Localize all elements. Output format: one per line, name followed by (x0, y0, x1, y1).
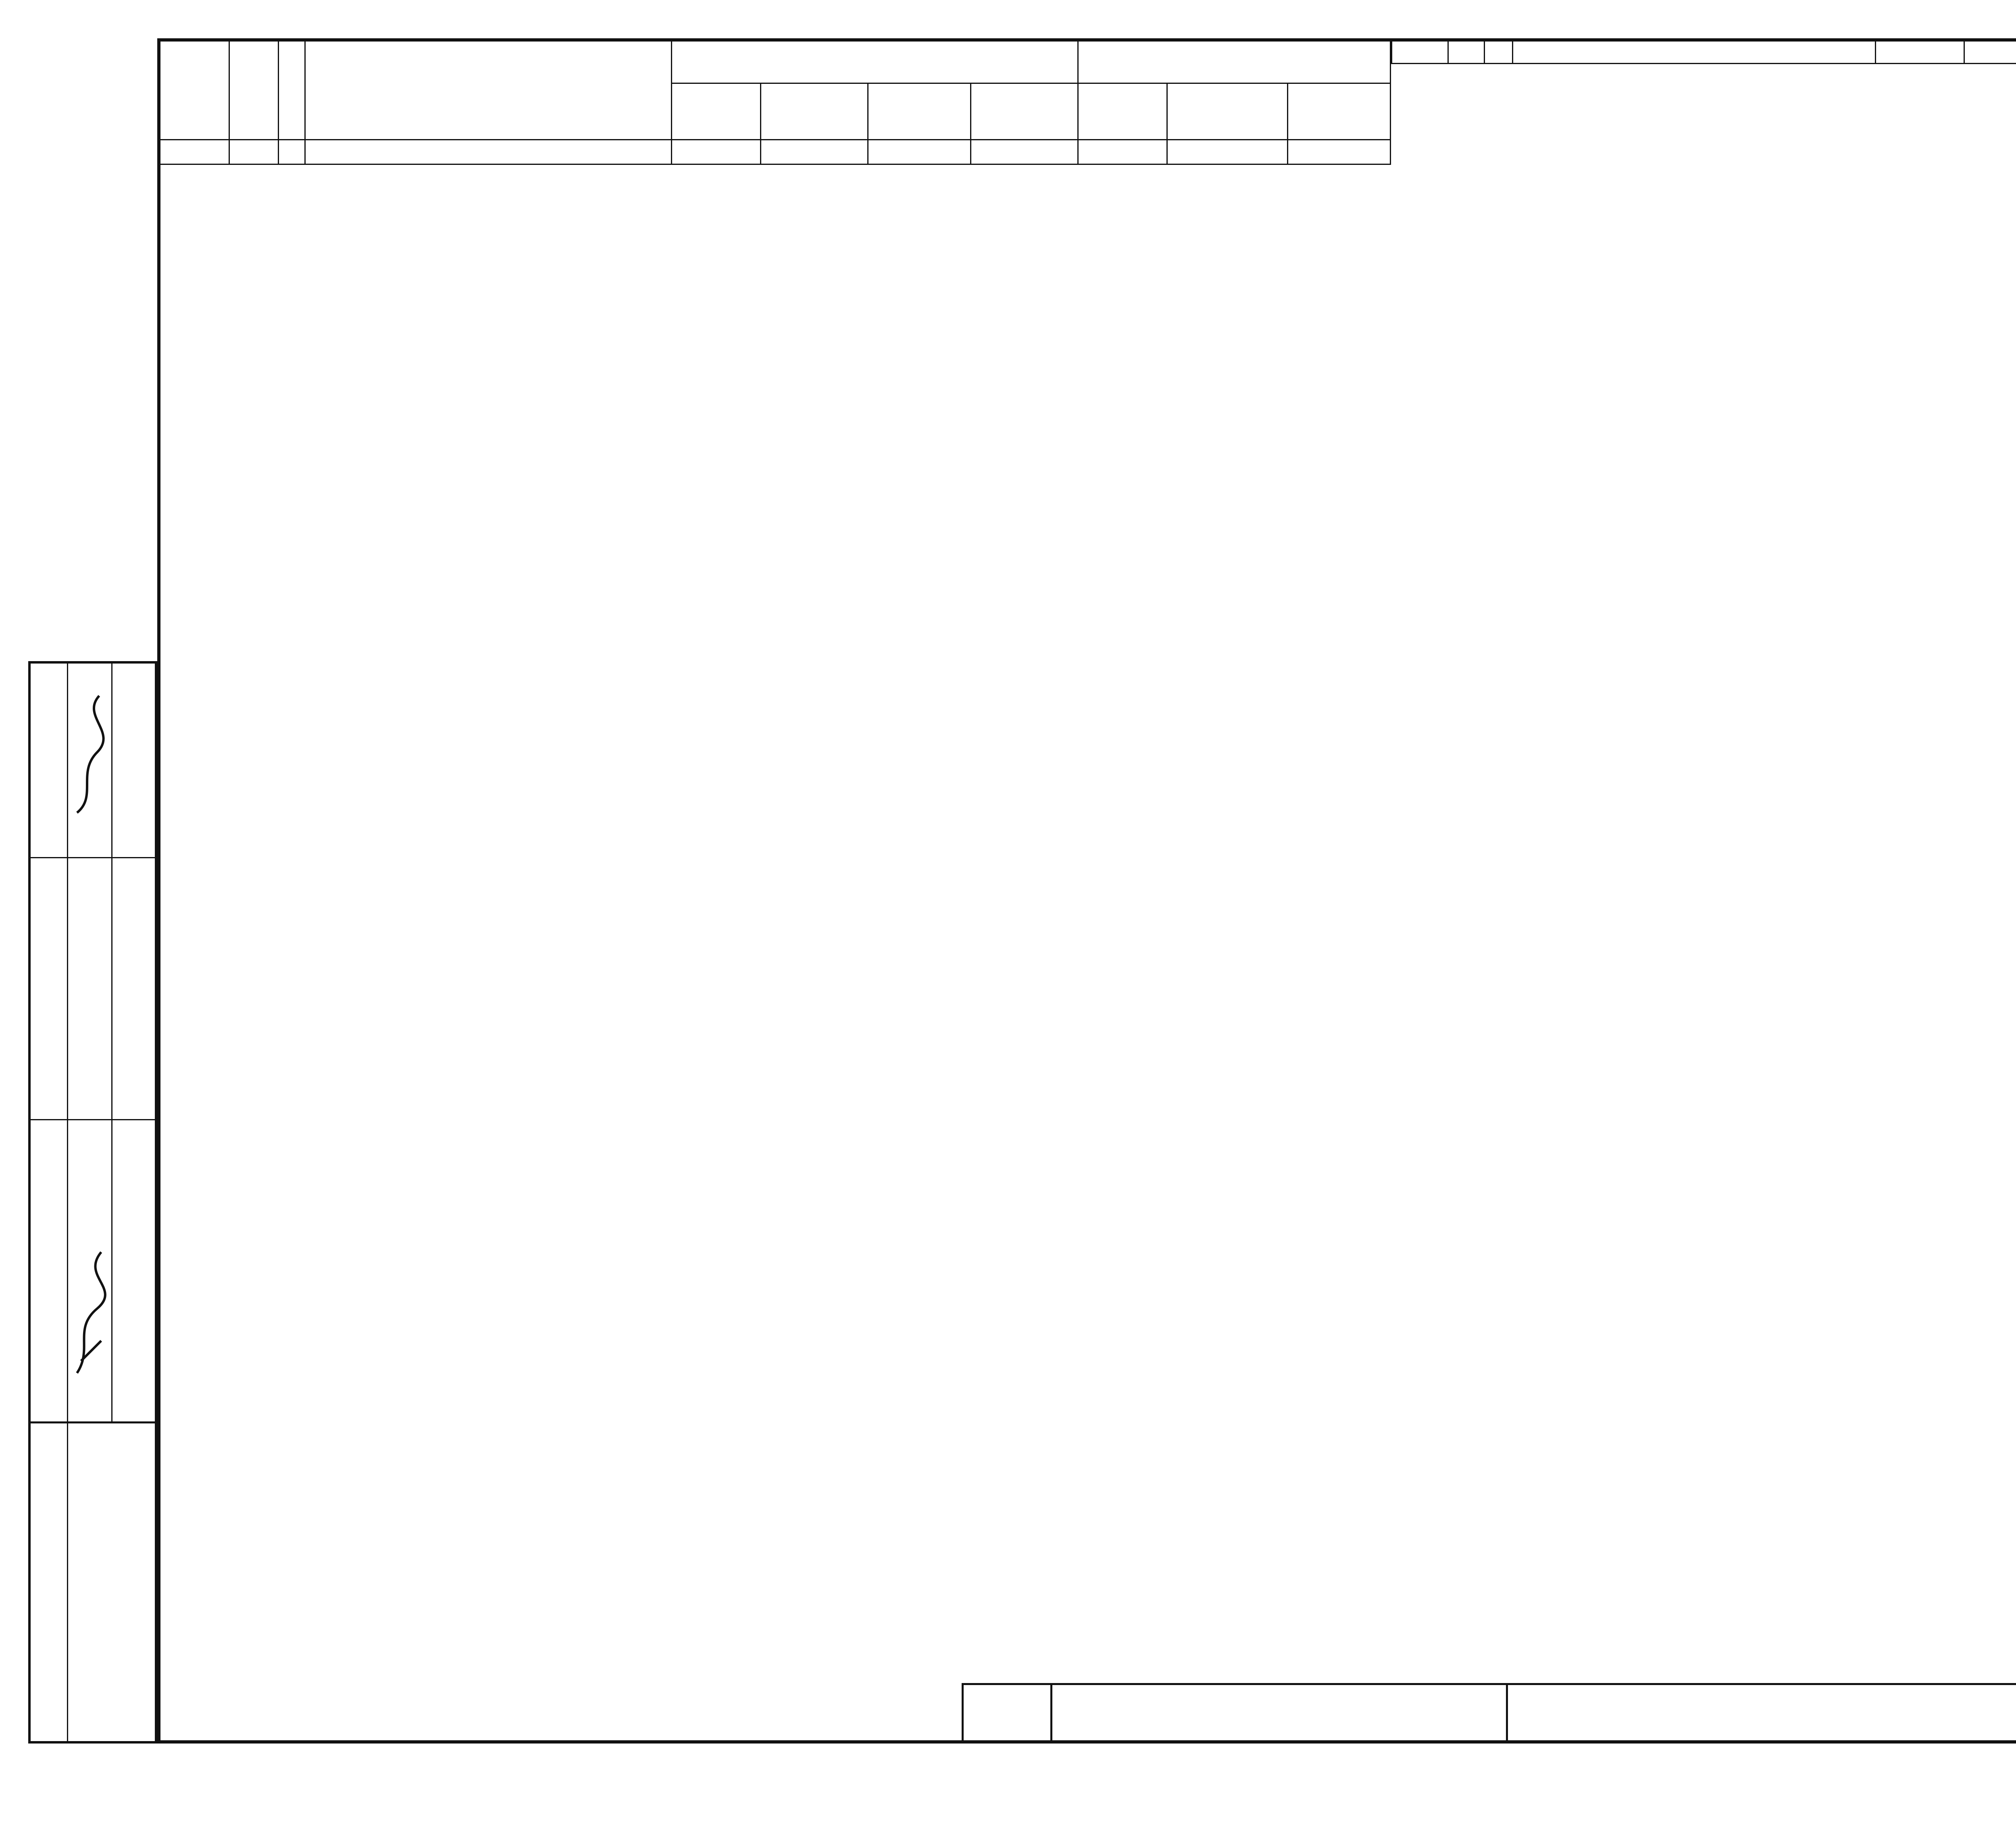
col-head-dia (671, 83, 761, 140)
left-col-number (1288, 140, 1391, 164)
left-col-number (868, 140, 971, 164)
signature-icon (69, 680, 109, 825)
col-head-dia2 (1078, 83, 1167, 140)
col-head-length (761, 83, 868, 140)
signature-icon (69, 1228, 109, 1381)
left-col-number (158, 140, 229, 164)
col-head-total-length (971, 83, 1078, 140)
approval-stamp (28, 661, 157, 1744)
col-head-spacer (158, 39, 229, 140)
column-numbers-row (158, 140, 1391, 164)
right-column-numbers-row (1392, 39, 2016, 64)
left-col-number (1078, 140, 1167, 164)
org-name (31, 1425, 155, 1740)
col-head-weight (1288, 83, 1391, 140)
left-col-number (279, 140, 305, 164)
left-col-number (229, 140, 279, 164)
col-head-sketch (305, 39, 671, 140)
title-block (962, 1683, 2016, 1744)
right-col-number (1876, 39, 1964, 64)
notes-block (1395, 1532, 2016, 1554)
frame-spec-table (1391, 38, 2016, 64)
left-col-number (761, 140, 868, 164)
right-col-number (1513, 39, 1876, 64)
left-col-number (1167, 140, 1288, 164)
left-col-number (305, 140, 671, 164)
left-col-number (671, 140, 761, 164)
right-col-number (1485, 39, 1513, 64)
col-head-name (229, 39, 279, 140)
mesh-spec-table (157, 38, 1391, 165)
col-head-count (868, 83, 971, 140)
right-col-number (1448, 39, 1485, 64)
col-head-select-group (1078, 39, 1390, 83)
left-col-number (971, 140, 1078, 164)
stamp-names-a (75, 984, 111, 1266)
sheet-frame (157, 38, 2016, 1744)
right-col-number (1964, 39, 2016, 64)
right-col-number (1392, 39, 1448, 64)
col-head-spec-group (671, 39, 1078, 83)
col-head-pos (279, 39, 305, 140)
col-head-total-len2 (1167, 83, 1288, 140)
